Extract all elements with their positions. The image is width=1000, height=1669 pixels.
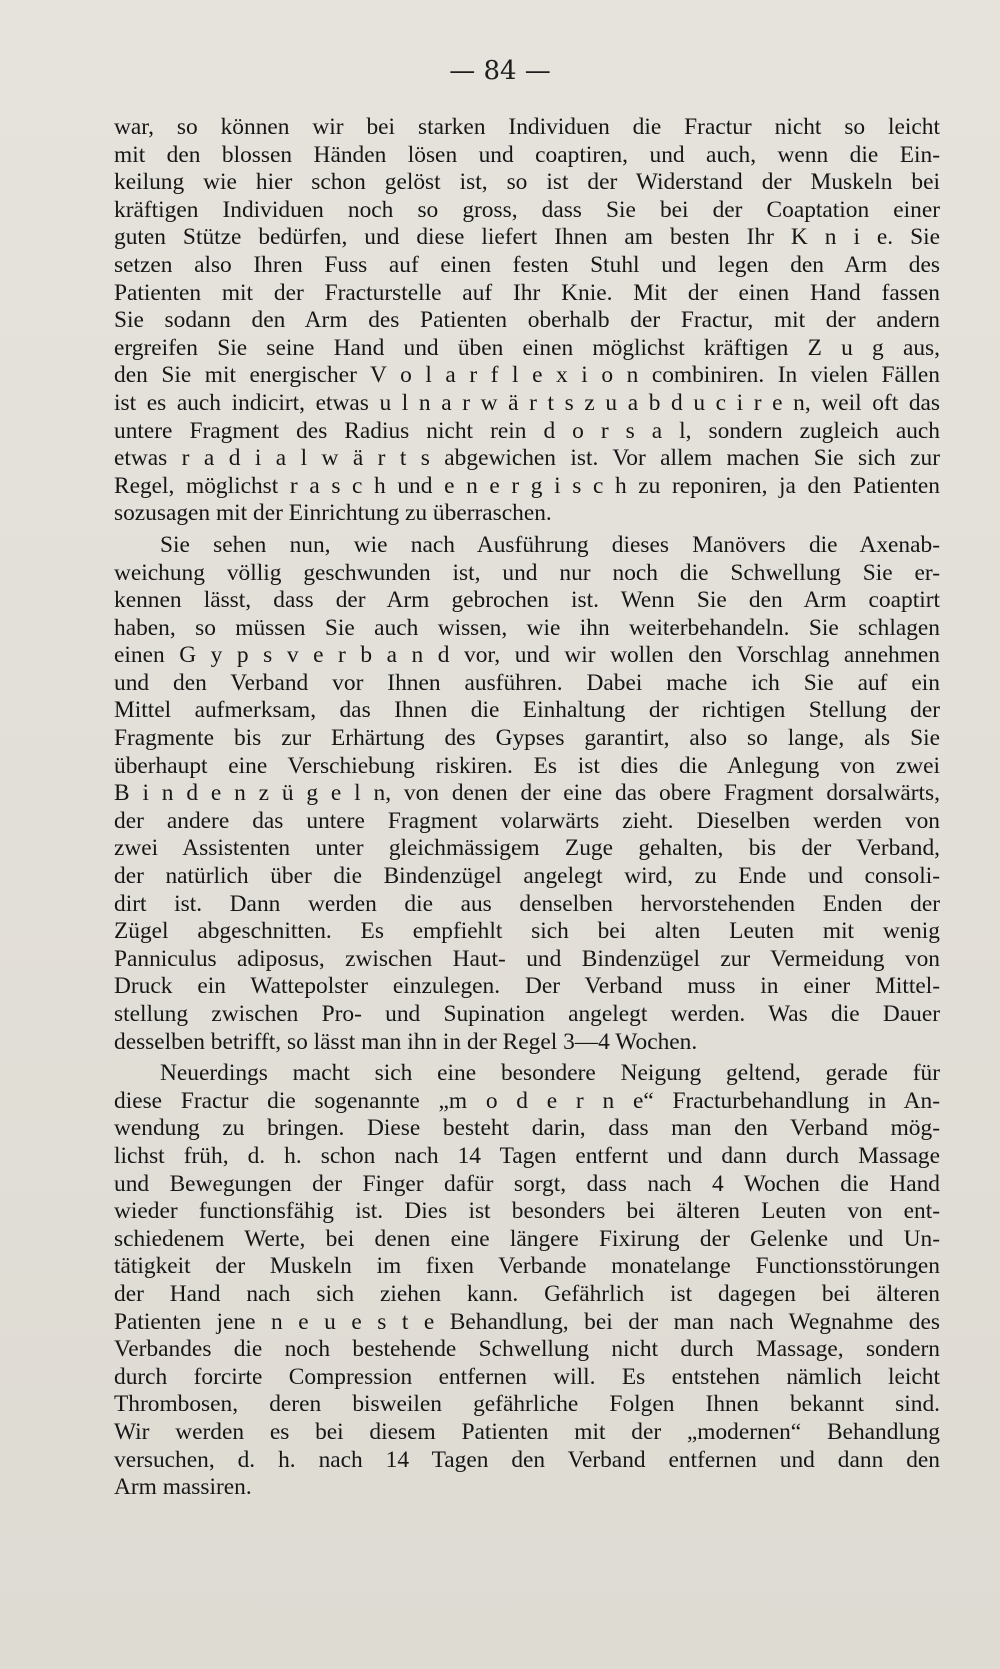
text-line: keilung wie hier schon gelöst ist, so ist der Widerstand der Muskeln bei (114, 169, 940, 196)
text-line: setzen also Ihren Fuss auf einen festen Stuhl und legen den Arm des (114, 251, 940, 278)
text-line: der Hand nach sich ziehen kann. Gefährlich ist dagegen bei älteren (114, 1280, 940, 1307)
text-line: überhaupt eine Verschiebung riskiren. Es ist dies die Anlegung von zwei (114, 752, 940, 779)
text-line: stellung zwischen Pro- und Supination angelegt werden. Was die Dauer (114, 1001, 940, 1027)
text-line: ist es auch indicirt, etwas u l n a r w ä r t s z u a b d u c i r e n, weil oft das (114, 389, 940, 416)
text-line: zwei Assistenten unter gleichmässigem Zuge gehalten, bis der Verband, (114, 835, 940, 862)
text-line: Thrombosen, deren bisweilen gefährliche Folgen Ihnen bekannt sind. (114, 1391, 940, 1418)
text-line: Druck ein Wattepolster einzulegen. Der Verband muss in einer Mittel- (114, 973, 940, 1000)
text-line: Sie sehen nun, wie nach Ausführung dieses Manövers die Axenab- (160, 531, 940, 558)
text-line: Sie sodann den Arm des Patienten oberhalb der Fractur, mit der andern (114, 307, 940, 334)
body-text (114, 114, 940, 1502)
text-line: ergreifen Sie seine Hand und üben einen möglichst kräftigen Z u g aus, (114, 334, 940, 361)
text-line: desselben betrifft, so lässt man ihn in der Regel 3—4 Wochen. (114, 1028, 698, 1055)
text-line: versuchen, d. h. nach 14 Tagen den Verband entfernen und dann den (114, 1446, 940, 1473)
text-line: haben, so müssen Sie auch wissen, wie ihn weiterbehandeln. Sie schlagen (114, 614, 940, 641)
text-line: Neuerdings macht sich eine besondere Neigung geltend, gerade für (160, 1060, 940, 1087)
text-line: Regel, möglichst r a s c h und e n e r g i s c h zu reponiren, ja den Patienten (114, 472, 940, 499)
text-line: wieder functionsfähig ist. Dies ist besonders bei älteren Leuten von ent- (114, 1198, 940, 1225)
text-line: Patienten mit der Fracturstelle auf Ihr Knie. Mit der einen Hand fassen (114, 279, 940, 306)
text-line: der natürlich über die Bindenzügel angelegt wird, zu Ende und consoli- (114, 863, 940, 890)
text-line: B i n d e n z ü g e l n, von denen der eine das obere Fragment dorsalwärts, (114, 780, 940, 807)
text-line: Arm massiren. (114, 1474, 252, 1501)
text-line: Patienten jene n e u e s t e Behandlung, bei der man nach Wegnahme des (114, 1308, 940, 1335)
text-line: lichst früh, d. h. schon nach 14 Tagen entfernt und dann durch Massage (114, 1142, 940, 1169)
text-line: weichung völlig geschwunden ist, und nur noch die Schwellung Sie er- (114, 559, 940, 586)
text-line: schiedenem Werte, bei denen eine längere Fixirung der Gelenke und Un- (114, 1225, 940, 1252)
text-line: sozusagen mit der Einrichtung zu überraschen. (114, 500, 552, 527)
text-line: guten Stütze bedürfen, und diese liefert Ihnen am besten Ihr K n i e. Sie (114, 224, 940, 251)
paragraph (114, 1060, 940, 1502)
text-line: Zügel abgeschnitten. Es empfiehlt sich bei alten Leuten mit wenig (114, 918, 940, 945)
text-line: durch forcirte Compression entfernen will. Es entstehen nämlich leicht (114, 1363, 940, 1390)
text-line: und den Verband vor Ihnen ausführen. Dabei mache ich Sie auf ein (114, 669, 940, 696)
text-line: untere Fragment des Radius nicht rein d o r s a l, sondern zugleich auch (114, 417, 940, 444)
text-line: Panniculus adiposus, zwischen Haut- und Bindenzügel zur Vermeidung von (114, 945, 940, 972)
paragraph (114, 532, 940, 1056)
text-line: Fragmente bis zur Erhärtung des Gypses garantirt, also so lange, als Sie (114, 725, 940, 752)
text-line: wendung zu bringen. Diese besteht darin, dass man den Verband mög- (114, 1115, 940, 1142)
text-line: dirt ist. Dann werden die aus denselben hervorstehenden Enden der (114, 890, 940, 917)
text-line: und Bewegungen der Finger dafür sorgt, dass nach 4 Wochen die Hand (114, 1170, 940, 1197)
text-line: der andere das untere Fragment volarwärts zieht. Dieselben werden von (114, 807, 940, 834)
text-line: tätigkeit der Muskeln im fixen Verbande monatelange Functionsstörungen (114, 1253, 940, 1280)
page-number: — 84 — (449, 56, 551, 86)
text-line: Verbandes die noch bestehende Schwellung nicht durch Massage, sondern (114, 1336, 940, 1363)
text-line: diese Fractur die sogenannte „m o d e r n e“ Fracturbehandlung in An- (114, 1087, 940, 1114)
text-line: Wir werden es bei diesem Patienten mit der „modernen“ Behandlung (114, 1418, 940, 1445)
text-line: kräftigen Individuen noch so gross, dass Sie bei der Coaptation einer (114, 196, 940, 223)
text-line: Mittel aufmerksam, das Ihnen die Einhaltung der richtigen Stellung der (114, 697, 940, 724)
text-line: etwas r a d i a l w ä r t s abgewichen ist. Vor allem machen Sie sich zur (114, 445, 940, 472)
text-line: kennen lässt, dass der Arm gebrochen ist. Wenn Sie den Arm coaptirt (114, 587, 940, 614)
text-line: mit den blossen Händen lösen und coaptiren, und auch, wenn die Ein- (114, 141, 940, 168)
paragraph (114, 114, 940, 528)
text-line: einen G y p s v e r b a n d vor, und wir wollen den Vorschlag annehmen (114, 642, 940, 669)
text-line: den Sie mit energischer V o l a r f l e x i o n combiniren. In vielen Fällen (114, 362, 940, 389)
text-line: war, so können wir bei starken Individuen die Fractur nicht so leicht (114, 114, 940, 140)
